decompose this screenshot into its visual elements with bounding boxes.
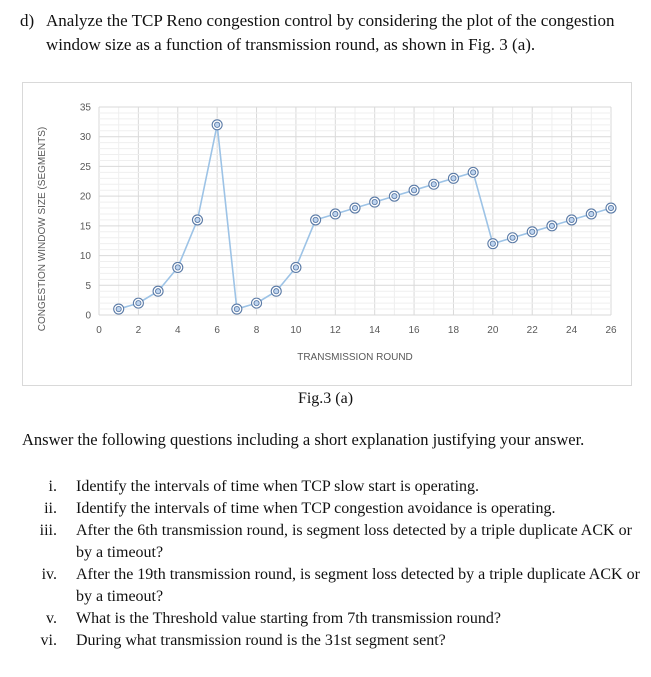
data-point: [409, 185, 419, 195]
question-item: [22, 630, 642, 652]
x-axis-title: TRANSMISSION ROUND: [297, 352, 413, 363]
data-point: [330, 209, 340, 219]
x-tick-labels: [96, 325, 617, 336]
x-tick-label: 16: [408, 325, 420, 336]
y-tick-label: 10: [79, 251, 91, 263]
question-text: After the 19th transmission round, is segment loss detected by a triple duplicate ACK or by a timeout?: [76, 566, 640, 605]
series-line: [119, 125, 611, 309]
y-tick-label: 25: [79, 161, 91, 173]
y-tick-label: 30: [79, 132, 91, 144]
y-axis-title: CONGESTION WINDOW SIZE (SEGMENTS): [37, 126, 48, 332]
data-point: [586, 209, 596, 219]
question-text: Identify the intervals of time when TCP congestion avoidance is operating.: [76, 500, 556, 517]
data-point: [271, 286, 281, 296]
data-point-inner-ring: [549, 223, 554, 228]
question-item: [22, 608, 642, 630]
data-point: [291, 262, 301, 272]
question-number: v.: [46, 610, 57, 627]
y-tick-labels: [80, 103, 92, 322]
data-point: [212, 120, 222, 130]
data-point-inner-ring: [352, 205, 357, 210]
question-text: What is the Threshold value starting from 7th transmission round?: [76, 610, 501, 627]
data-point-inner-ring: [313, 217, 318, 222]
data-point: [350, 203, 360, 213]
data-point: [114, 304, 124, 314]
y-tick-label: 20: [79, 191, 91, 203]
data-point: [448, 173, 458, 183]
y-tick-label: 35: [79, 102, 91, 114]
data-point-inner-ring: [293, 265, 298, 270]
data-point: [547, 221, 557, 231]
data-point-inner-ring: [195, 217, 200, 222]
data-point-inner-ring: [490, 241, 495, 246]
x-tick-label: 12: [329, 325, 341, 336]
x-tick-label: 14: [369, 325, 381, 336]
x-tick-label: 8: [253, 325, 260, 336]
data-point: [192, 215, 202, 225]
data-point: [389, 191, 399, 201]
question-number: iii.: [39, 522, 57, 539]
x-tick-label: 22: [526, 325, 538, 336]
question-text-2: window size as a function of transmission round, as shown in Fig. 3 (a).: [46, 35, 536, 54]
y-tick-label: 0: [85, 310, 91, 322]
data-point-inner-ring: [274, 289, 279, 294]
y-tick-label: 5: [85, 280, 91, 292]
y-tick-label: 15: [79, 221, 91, 233]
x-tick-label: 18: [447, 325, 460, 336]
data-point-inner-ring: [175, 265, 180, 270]
data-point-inner-ring: [254, 301, 259, 306]
x-tick-label: 2: [135, 325, 142, 336]
data-point: [311, 215, 321, 225]
x-tick-label: 24: [566, 325, 578, 336]
question-text: During what transmission round is the 31st segment sent?: [76, 632, 446, 649]
question-item: [22, 476, 642, 498]
question-line-1: [20, 9, 640, 33]
data-point: [606, 203, 616, 213]
question-text-1: Analyze the TCP Reno congestion control by considering the plot of the congestion: [46, 11, 615, 30]
question-item: [22, 564, 642, 608]
data-point: [370, 197, 380, 207]
data-point: [508, 233, 518, 243]
data-point-inner-ring: [431, 182, 436, 187]
data-point: [133, 298, 143, 308]
question-text: After the 6th transmission round, is segment loss detected by a triple duplicate ACK or by a timeout?: [76, 522, 632, 561]
data-point: [153, 286, 163, 296]
question-label: d): [20, 11, 35, 30]
congestion-window-chart: [23, 83, 631, 385]
data-point-inner-ring: [530, 229, 535, 234]
question-number: iv.: [41, 566, 57, 583]
x-tick-label: 6: [214, 325, 220, 336]
question-number: i.: [48, 478, 57, 495]
data-point-inner-ring: [333, 211, 338, 216]
data-point-inner-ring: [215, 122, 220, 127]
data-point: [232, 304, 242, 314]
question-header: [20, 9, 640, 57]
x-tick-label: 4: [174, 325, 181, 336]
x-tick-label: 10: [290, 325, 302, 336]
data-point-inner-ring: [136, 301, 141, 306]
data-point-inner-ring: [411, 188, 416, 193]
x-tick-label: 0: [96, 325, 102, 336]
question-item: [22, 498, 642, 520]
data-point: [527, 227, 537, 237]
question-number: vi.: [40, 632, 57, 649]
data-point: [173, 262, 183, 272]
data-point: [567, 215, 577, 225]
data-point: [488, 239, 498, 249]
data-point-inner-ring: [510, 235, 515, 240]
question-list: [22, 476, 642, 652]
data-point-inner-ring: [451, 176, 456, 181]
question-text: Identify the intervals of time when TCP slow start is operating.: [76, 478, 480, 495]
data-point-inner-ring: [116, 306, 121, 311]
chart-container: [22, 82, 632, 386]
data-point-inner-ring: [471, 170, 476, 175]
instruction-text: Answer the following questions including a short explanation justifying your answer.: [22, 430, 585, 449]
data-point-inner-ring: [234, 306, 239, 311]
data-point: [252, 298, 262, 308]
data-point-inner-ring: [569, 217, 574, 222]
x-tick-label: 20: [487, 325, 499, 336]
figure-caption: Fig.3 (a): [297, 390, 354, 407]
question-item: [22, 520, 642, 564]
data-point-inner-ring: [372, 199, 377, 204]
data-point-inner-ring: [608, 205, 613, 210]
data-point-inner-ring: [589, 211, 594, 216]
x-tick-label: 26: [605, 325, 617, 336]
question-number: ii.: [44, 500, 57, 517]
data-point: [429, 179, 439, 189]
data-point-inner-ring: [392, 194, 397, 199]
data-point-inner-ring: [155, 289, 160, 294]
data-point: [468, 167, 478, 177]
